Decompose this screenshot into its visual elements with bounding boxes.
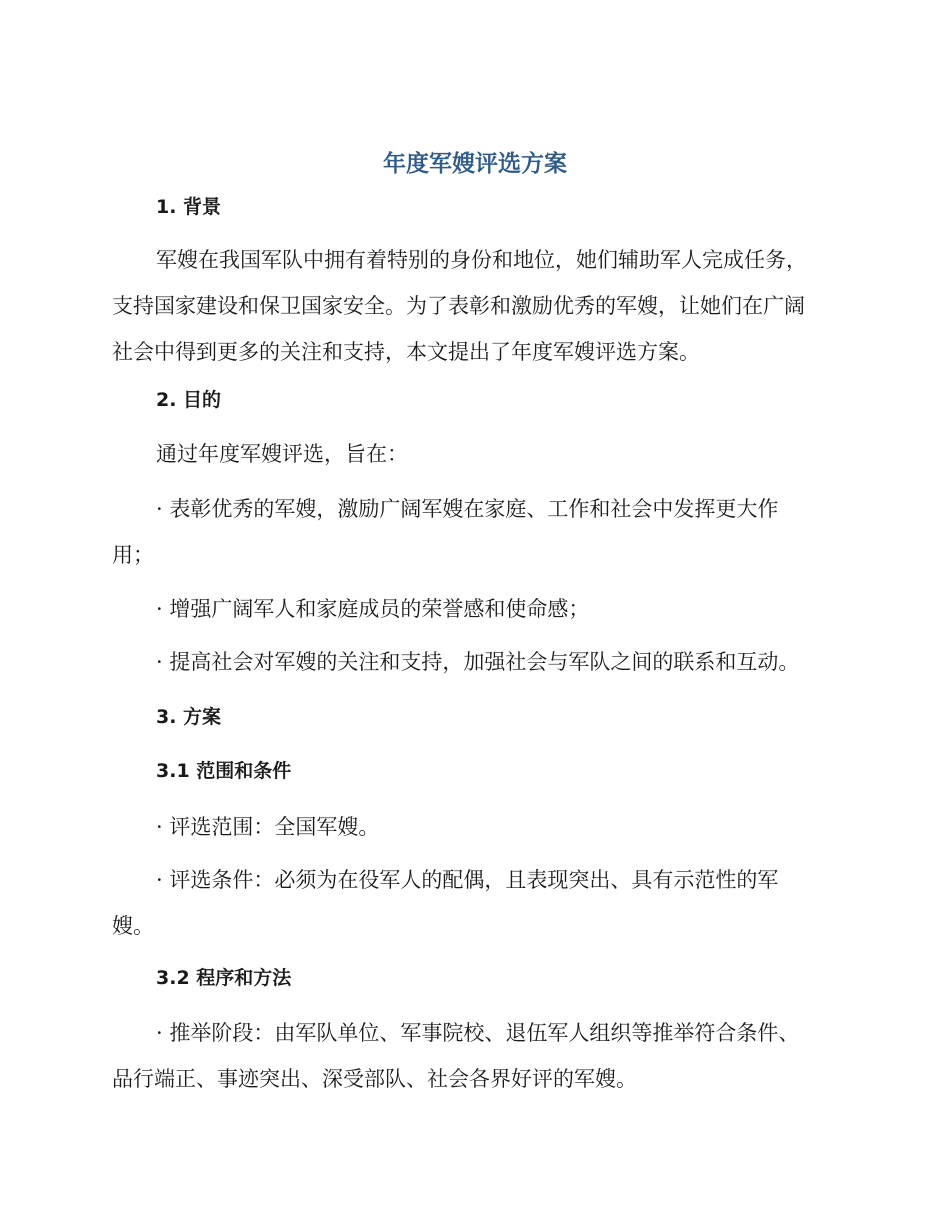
paragraph-line: · 增强广阔军人和家庭成员的荣誉感和使命感；: [156, 597, 590, 621]
subsection-heading-procedure: 3.2 程序和方法: [156, 967, 292, 989]
paragraph-line: 通过年度军嫂评选，旨在：: [156, 442, 408, 466]
paragraph-line: · 评选范围：全国军嫂。: [156, 815, 380, 839]
purpose-intro: [112, 431, 842, 477]
purpose-bullet-1: [112, 486, 842, 578]
paragraph-line: 社会中得到更多的关注和支持，本文提出了年度军嫂评选方案。: [112, 340, 700, 364]
procedure-bullet-1: [112, 1010, 842, 1102]
background-paragraph: [112, 237, 842, 375]
purpose-bullet-3: [112, 639, 842, 685]
paragraph-line: · 评选条件：必须为在役军人的配偶，且表现突出、具有示范性的军: [156, 868, 779, 892]
paragraph-line: · 表彰优秀的军嫂，激励广阔军嫂在家庭、工作和社会中发挥更大作: [156, 497, 779, 521]
document-title: 年度军嫂评选方案: [383, 151, 567, 177]
paragraph-line: 支持国家建设和保卫国家安全。为了表彰和激励优秀的军嫂，让她们在广阔: [112, 294, 805, 318]
purpose-bullet-2: [112, 586, 842, 632]
paragraph-line: 军嫂在我国军队中拥有着特别的身份和地位，她们辅助军人完成任务，: [156, 248, 807, 272]
paragraph-line: 用；: [112, 543, 154, 567]
section-heading-background: 1. 背景: [156, 196, 222, 218]
scope-bullet-1: [112, 804, 842, 850]
subsection-heading-scope: 3.1 范围和条件: [156, 760, 292, 782]
paragraph-line: 嫂。: [112, 914, 154, 938]
scope-bullet-2: [112, 857, 842, 949]
section-heading-plan: 3. 方案: [156, 706, 222, 728]
paragraph-line: · 提高社会对军嫂的关注和支持，加强社会与军队之间的联系和互动。: [156, 650, 800, 674]
section-heading-purpose: 2. 目的: [156, 389, 222, 411]
paragraph-line: · 推举阶段：由军队单位、军事院校、退伍军人组织等推举符合条件、: [156, 1021, 800, 1045]
paragraph-line: 品行端正、事迹突出、深受部队、社会各界好评的军嫂。: [112, 1067, 637, 1091]
